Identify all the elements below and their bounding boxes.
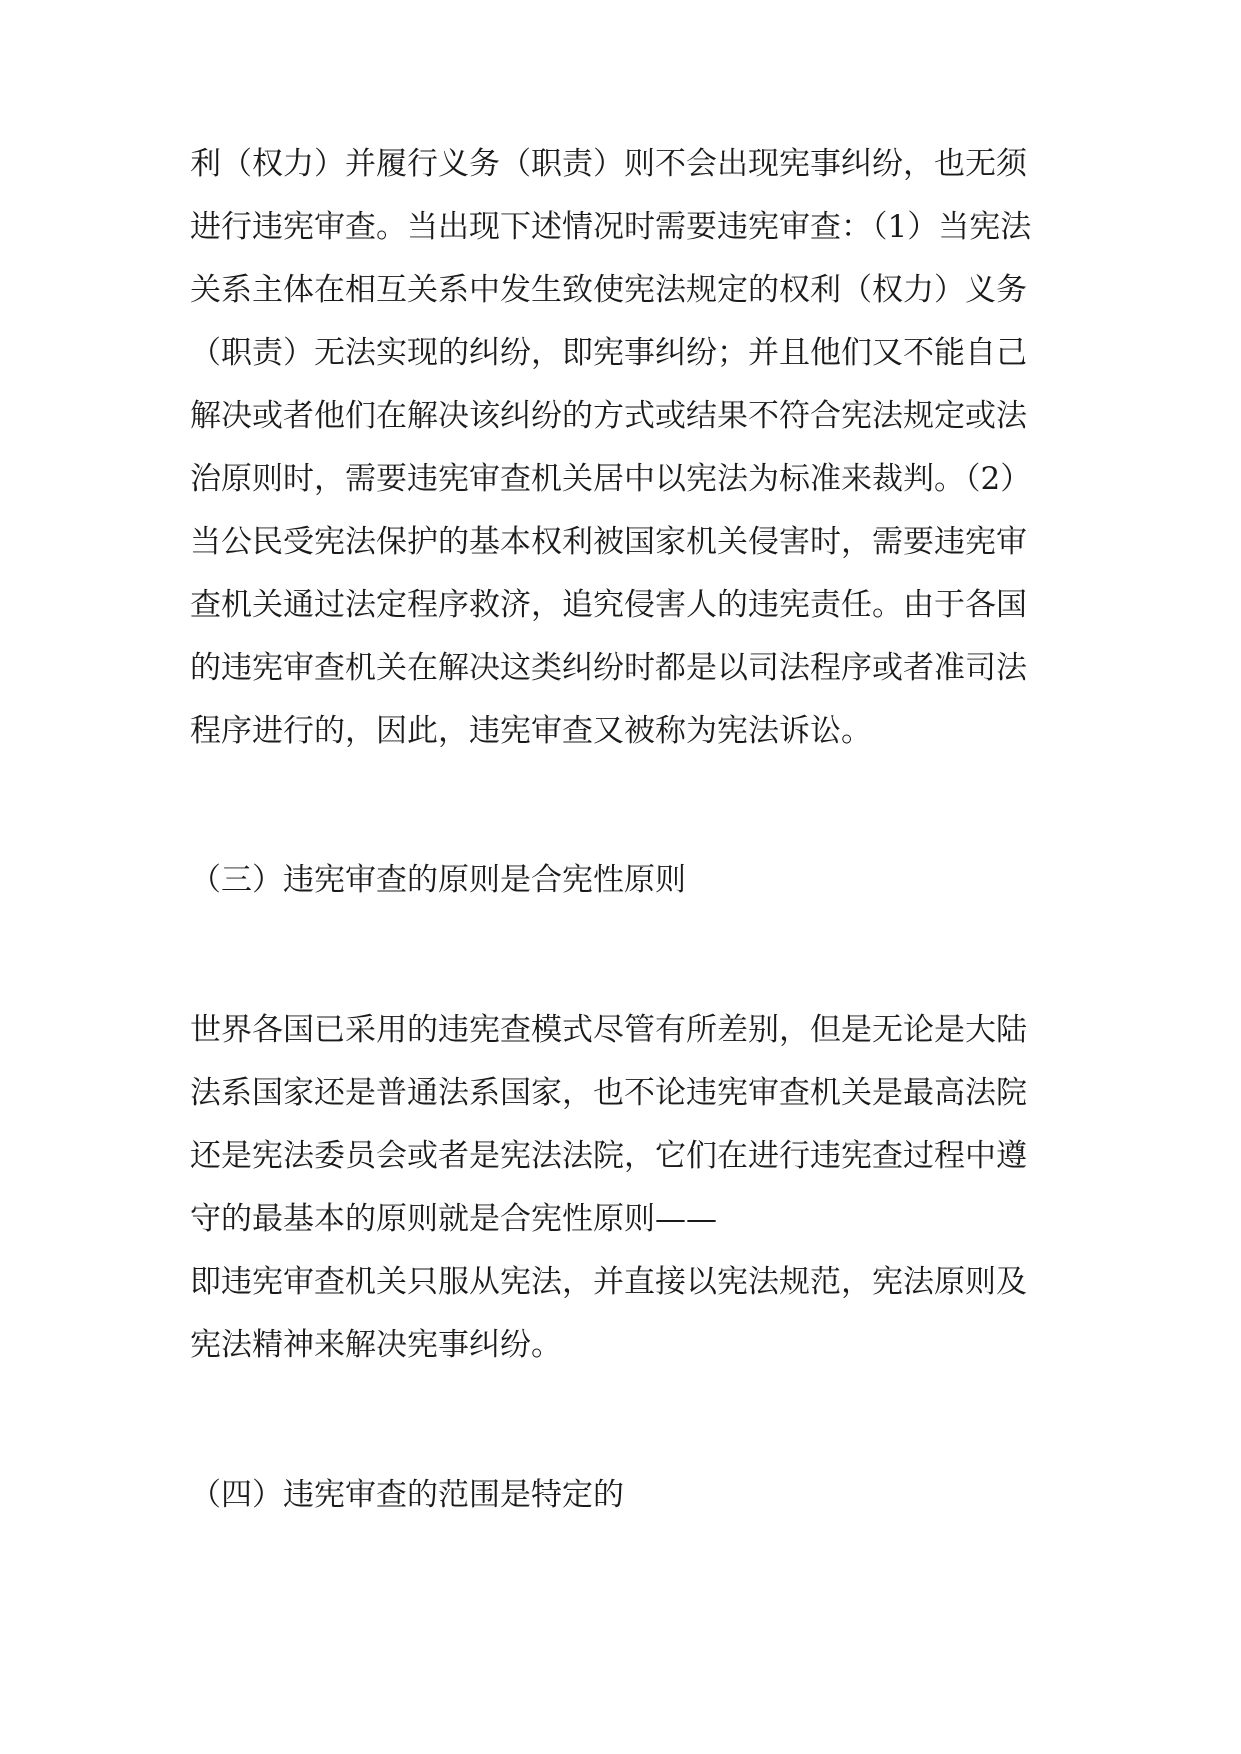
text-line: 还是宪法委员会或者是宪法法院，它们在进行违宪查过程中遵 [190,1138,1027,1174]
text-line: 程序进行的，因此，违宪审查又被称为宪法诉讼。 [190,713,872,749]
text-line: （职责）无法实现的纠纷，即宪事纠纷；并且他们又不能自己 [190,335,1027,371]
text-line: 即违宪审查机关只服从宪法，并直接以宪法规范，宪法原则及 [190,1264,1027,1300]
text-line: 世界各国已采用的违宪查模式尽管有所差别，但是无论是大陆 [190,1012,1027,1048]
section-heading-4: （四）违宪审查的范围是特定的 [190,1477,624,1513]
text-line: 解决或者他们在解决该纠纷的方式或结果不符合宪法规定或法 [190,398,1027,434]
text-line: 的违宪审查机关在解决这类纠纷时都是以司法程序或者准司法 [190,650,1027,686]
text-line: 关系主体在相互关系中发生致使宪法规定的权利（权力）义务 [190,272,1027,308]
text-line: 查机关通过法定程序救济，追究侵害人的违宪责任。由于各国 [190,587,1027,623]
text-line: 进行违宪审查。当出现下述情况时需要违宪审查：（1）当宪法 [190,209,1032,245]
text-line: 当公民受宪法保护的基本权利被国家机关侵害时，需要违宪审 [190,524,1027,560]
text-line: 宪法精神来解决宪事纠纷。 [190,1327,562,1363]
text-line: 利（权力）并履行义务（职责）则不会出现宪事纠纷，也无须 [190,146,1027,182]
section-heading-3: （三）违宪审查的原则是合宪性原则 [190,862,686,898]
text-line: 法系国家还是普通法系国家，也不论违宪审查机关是最高法院 [190,1075,1027,1111]
text-line: 守的最基本的原则就是合宪性原则—— [190,1201,717,1237]
text-line: 治原则时，需要违宪审查机关居中以宪法为标准来裁判。（2） [190,461,1032,497]
